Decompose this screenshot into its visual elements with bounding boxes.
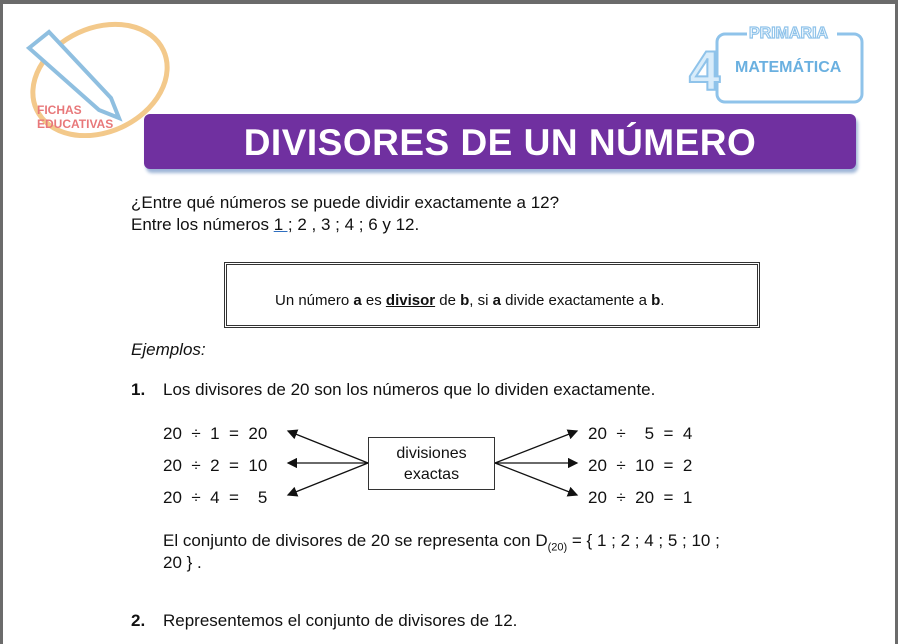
arrow-right-1 xyxy=(495,431,577,463)
box-line: divisiones xyxy=(396,445,467,462)
answer-first: 1 ; xyxy=(273,215,293,234)
divisor-set-text: El conjunto de divisores de 20 se representa con $D_{(20)}$ = { 1 ; 2 ; 4 ; 5 ; 10 ; xyxy=(163,531,720,554)
answer-rest: 2 , 3 ; 4 ; 6 y 12. xyxy=(292,215,420,234)
answer-prefix: Entre los números xyxy=(131,215,274,234)
svg-text:4: 4 xyxy=(689,39,721,102)
arrow-left-1 xyxy=(288,431,368,463)
box-line: exactas xyxy=(403,466,460,483)
divisor-set-cont: 20 } . xyxy=(163,553,202,572)
left-equation: 20 ÷ 1 = 20 xyxy=(163,424,268,443)
left-equation: 20 ÷ 4 = 5 xyxy=(163,488,268,507)
right-equation: 20 ÷ 5 = 4 xyxy=(588,424,693,443)
example-1-number: 1. xyxy=(131,380,146,399)
arrow-left-3 xyxy=(288,463,368,495)
examples-label: Ejemplos: xyxy=(131,340,206,359)
svg-text:PRIMARIA: PRIMARIA xyxy=(749,25,829,42)
svg-text:FICHAS: FICHAS xyxy=(37,103,82,117)
svg-text:MATEMÁTICA: MATEMÁTICA xyxy=(735,59,842,76)
right-equation: 20 ÷ 10 = 2 xyxy=(588,456,693,475)
question-text: ¿Entre qué números se puede dividir exactamente a 12? xyxy=(131,193,560,212)
exact-divisions-box xyxy=(368,437,495,490)
example-2-number: 2. xyxy=(131,611,146,630)
page-title: DIVISORES DE UN NÚMERO xyxy=(144,114,856,169)
right-equation: 20 ÷ 20 = 1 xyxy=(588,488,693,507)
example-1-text: Los divisores de 20 son los números que lo dividen exactamente. xyxy=(163,380,656,399)
example-2-text: Representemos el conjunto de divisores de 12. xyxy=(163,611,518,630)
svg-text:EDUCATIVAS: EDUCATIVAS xyxy=(37,117,114,131)
arrow-right-3 xyxy=(495,463,577,495)
worksheet-page xyxy=(3,4,895,644)
definition-text: Un número a es divisor de b, si a divide exactamente a b. xyxy=(275,292,665,309)
left-equation: 20 ÷ 2 = 10 xyxy=(163,456,268,475)
